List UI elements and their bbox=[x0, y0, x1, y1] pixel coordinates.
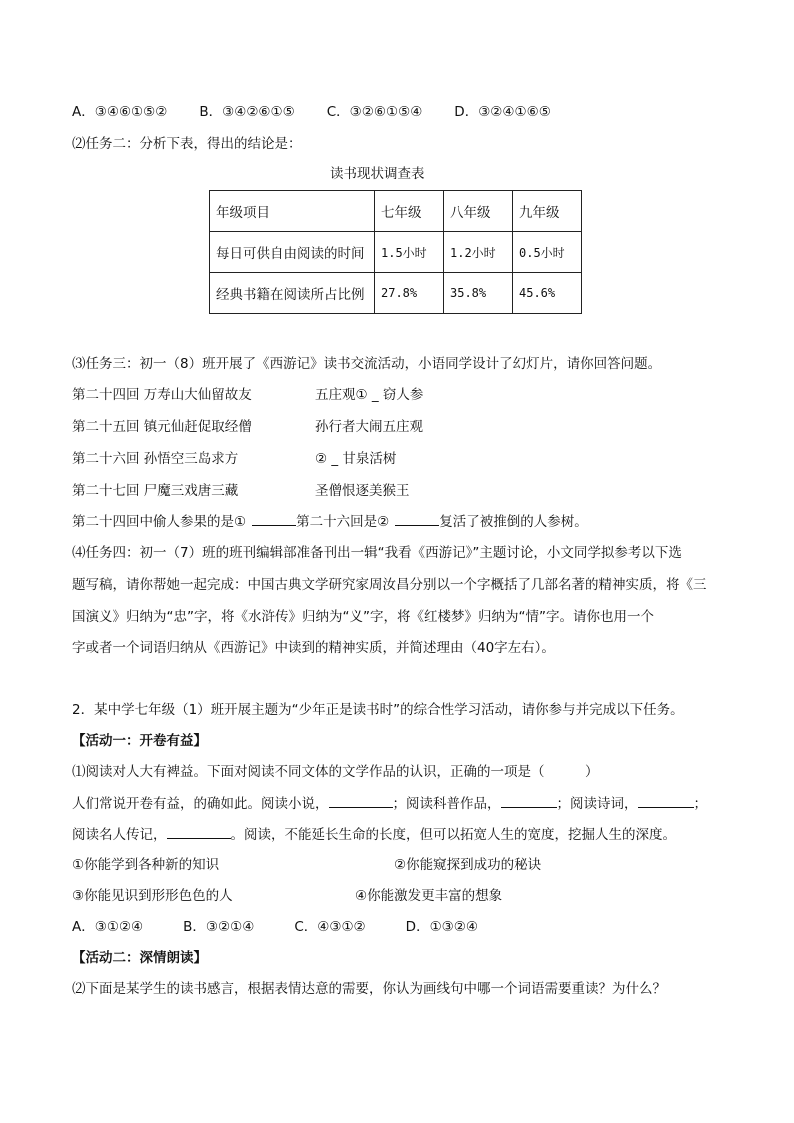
option-d: D．③②④①⑥⑤ bbox=[454, 104, 551, 120]
passage-text: 人们常说开卷有益，的确如此。阅读小说， bbox=[72, 796, 329, 812]
table-row bbox=[210, 273, 582, 314]
task4-line: 题写稿，请你帮她一起完成：中国古典文学研究家周汝昌分别以一个字概括了几部名著的精神实质，将《三 bbox=[72, 577, 707, 593]
chapter-right: 圣僧恨逐美猴王 bbox=[315, 483, 410, 499]
chapter-left: 第二十七回 尸魔三戏唐三藏 bbox=[72, 483, 239, 499]
table-cell: 45.6% bbox=[513, 273, 582, 314]
passage-text: ；阅读科普作品， bbox=[392, 796, 501, 812]
table-cell: 1.2小时 bbox=[444, 232, 513, 273]
survey-table bbox=[209, 190, 582, 314]
activity2-heading: 【活动二：深情朗读】 bbox=[72, 950, 207, 966]
table-cell: 八年级 bbox=[444, 191, 513, 232]
chapter-right: 五庄观① _ 窃人参 bbox=[315, 387, 424, 403]
option-a: A．③④⑥①⑤② bbox=[72, 104, 168, 120]
task2-text: ⑵任务二：分析下表，得出的结论是： bbox=[72, 136, 302, 152]
choice-item: ②你能窥探到成功的秘诀 bbox=[394, 857, 542, 873]
choice-item: ①你能学到各种新的知识 bbox=[72, 857, 220, 873]
table-cell: 27.8% bbox=[375, 273, 444, 314]
table-cell: 年级项目 bbox=[210, 191, 375, 232]
option-c: C．④③①② bbox=[294, 919, 366, 935]
passage-text: ； bbox=[693, 796, 707, 812]
blank-poetry[interactable] bbox=[638, 793, 694, 808]
chapter-left: 第二十五回 镇元仙赶促取经僧 bbox=[72, 419, 252, 435]
option-c: C．③②⑥①⑤④ bbox=[326, 104, 423, 120]
table-cell: 七年级 bbox=[375, 191, 444, 232]
option-d: D．①③②④ bbox=[405, 919, 478, 935]
task4-line: 国演义》归纳为“忠”字，将《水浒传》归纳为“义”字，将《红楼梦》归纳为“情”字。请你也用一个 bbox=[72, 609, 654, 625]
q2-options-row bbox=[72, 917, 478, 937]
blank-science[interactable] bbox=[501, 793, 557, 808]
activity1-heading: 【活动一：开卷有益】 bbox=[72, 733, 207, 749]
choice-item: ③你能见识到形形色色的人 bbox=[72, 888, 233, 904]
task4-line: 字或者一个词语归纳从《西游记》中读到的精神实质，并简述理由（40字左右）。 bbox=[72, 640, 555, 656]
passage-line-2 bbox=[72, 824, 676, 845]
table-caption: 读书现状调查表 bbox=[330, 166, 425, 182]
table-cell: 九年级 bbox=[513, 191, 582, 232]
blank-novel[interactable] bbox=[329, 793, 393, 808]
fill-text: 第二十六回是② bbox=[296, 514, 390, 530]
table-cell: 经典书籍在阅读所占比例 bbox=[210, 273, 375, 314]
fill-line bbox=[72, 511, 588, 532]
chapter-right: 孙行者大闹五庄观 bbox=[315, 419, 423, 435]
chapter-left: 第二十六回 孙悟空三岛求方 bbox=[72, 451, 239, 467]
passage-line-1 bbox=[72, 793, 707, 814]
q2-intro: 2．某中学七年级（1）班开展主题为“少年正是读书时”的综合性学习活动，请你参与并完成以下任务。 bbox=[72, 702, 684, 718]
table-row bbox=[210, 232, 582, 273]
table-cell: 0.5小时 bbox=[513, 232, 582, 273]
q1-options-row bbox=[72, 102, 551, 122]
table-cell: 每日可供自由阅读的时间 bbox=[210, 232, 375, 273]
choice-item: ④你能激发更丰富的想象 bbox=[355, 888, 503, 904]
chapter-right: ② _ 甘泉活树 bbox=[315, 451, 397, 467]
blank-2[interactable] bbox=[395, 511, 439, 526]
q2-2-text: ⑵下面是某学生的读书感言，根据表情达意的需要，你认为画线句中哪一个词语需要重读？为什么？ bbox=[72, 981, 666, 997]
chapter-left: 第二十四回 万寿山大仙留故友 bbox=[72, 387, 252, 403]
task3-text: ⑶任务三：初一（8）班开展了《西游记》读书交流活动，小语同学设计了幻灯片，请你回答问题。 bbox=[72, 356, 662, 372]
option-b: B．③②①④ bbox=[183, 919, 255, 935]
blank-1[interactable] bbox=[252, 511, 296, 526]
option-a: A．③①②④ bbox=[72, 919, 144, 935]
table-cell: 35.8% bbox=[444, 273, 513, 314]
fill-text: 复活了被推倒的人参树。 bbox=[439, 514, 588, 530]
passage-text: ；阅读诗词， bbox=[556, 796, 638, 812]
passage-text: 阅读名人传记， bbox=[72, 827, 167, 843]
passage-text: 。阅读，不能延长生命的长度，但可以拓宽人生的宽度，挖掘人生的深度。 bbox=[230, 827, 676, 843]
table-row bbox=[210, 191, 582, 232]
table-cell: 1.5小时 bbox=[375, 232, 444, 273]
blank-biography[interactable] bbox=[167, 824, 231, 839]
q2-1-text: ⑴阅读对人大有裨益。下面对阅读不同文体的文学作品的认识，正确的一项是（ ） bbox=[72, 764, 599, 780]
fill-text: 第二十四回中偷人参果的是① bbox=[72, 514, 247, 530]
option-b: B．③④②⑥①⑤ bbox=[199, 104, 295, 120]
task4-line: ⑷任务四：初一（7）班的班刊编辑部准备刊出一辑“我看《西游记》”主题讨论，小文同学拟参考以下选 bbox=[72, 545, 682, 561]
